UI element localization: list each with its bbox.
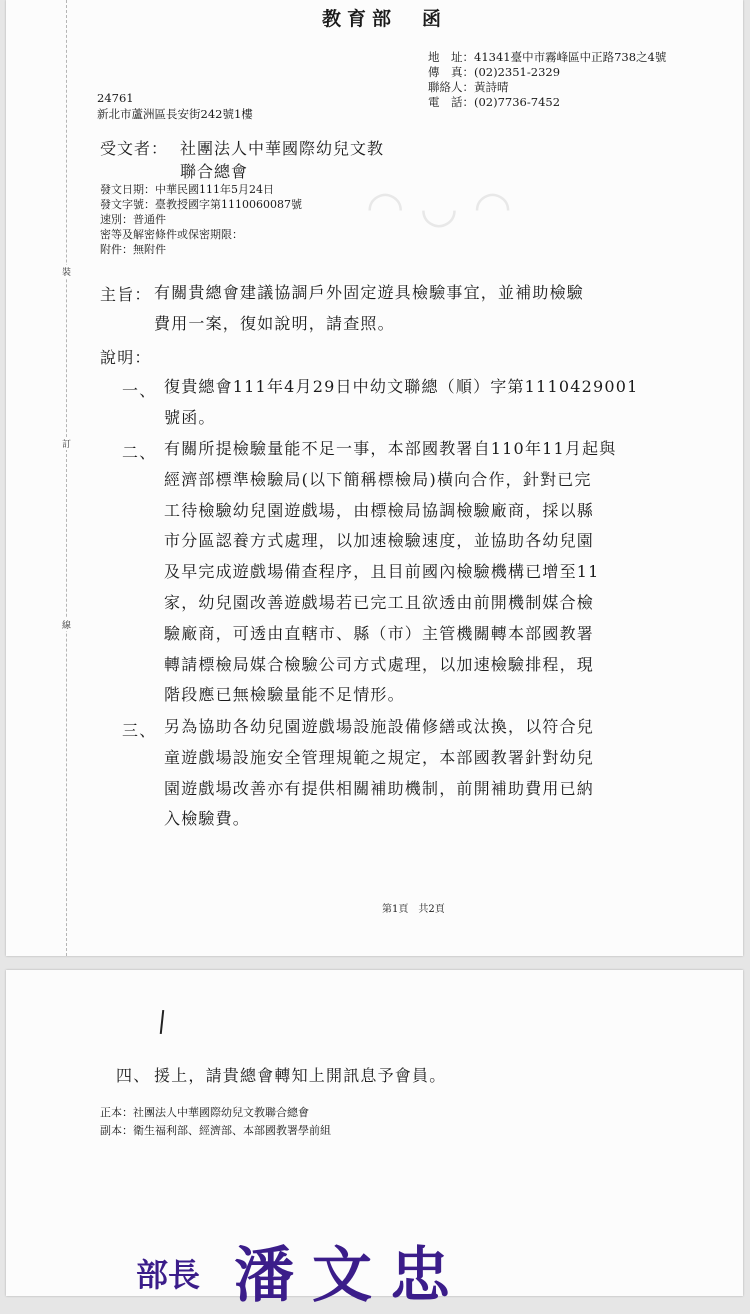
- item-1-text: [164, 372, 638, 434]
- subject-label: 主旨：: [100, 285, 152, 304]
- dispatch-date: 發文日期：中華民國111年5月24日: [100, 183, 274, 196]
- sender-phone: 電 話：(02)7736-7452: [428, 95, 561, 109]
- document-page-1: [6, 0, 743, 956]
- dispatch-number: 發文字號：臺教授國字第1110060087號: [100, 198, 302, 211]
- item-line: 工待檢驗幼兒園遊戲場，由標檢局協調檢驗廠商，採以縣: [164, 500, 595, 520]
- minister-title: 部長: [136, 1256, 201, 1294]
- copy-recipients: 副本：衛生福利部、經濟部、本部國教署學前組: [100, 1124, 331, 1137]
- security-level: 密等及解密條件或保密期限：: [100, 228, 243, 241]
- item-line: 童遊戲場設施安全管理規範之規定，本部國教署針對幼兒: [164, 747, 595, 767]
- item-marker: 四、: [116, 1066, 151, 1085]
- primary-recipient: 正本：社團法人中華國際幼兒文教聯合總會: [100, 1106, 309, 1119]
- item-marker: 二、: [122, 443, 157, 462]
- item-4-text: 援上，請貴總會轉知上開訊息予會員。: [154, 1066, 447, 1085]
- item-line: 復貴總會111年4月29日中幼文聯總（順）字第1110429001: [164, 377, 639, 396]
- recipient-postal-code: 24761: [97, 91, 134, 105]
- page-number: 第1頁 共2頁: [382, 904, 445, 915]
- item-marker: 一、: [122, 381, 157, 400]
- attachments: 附件：無附件: [100, 243, 166, 256]
- item-line: 驗廠商，可透由直轄市、縣（市）主管機關轉本部國教署: [164, 623, 595, 643]
- item-line: 號函。: [164, 407, 216, 427]
- pen-stroke-mark: [160, 1010, 164, 1034]
- item-line: 市分區認養方式處理，以加速檢驗速度，並協助各幼兒園: [164, 531, 595, 551]
- subject-text: [154, 278, 584, 340]
- item-line: 家，幼兒園改善遊戲場若已完工且欲透由前開機制媒合檢: [164, 592, 595, 612]
- item-line: 階段應已無檢驗量能不足情形。: [164, 685, 405, 705]
- binding-line: [66, 0, 67, 956]
- sender-contact: 聯絡人：黃詩晴: [428, 80, 509, 94]
- item-marker: 三、: [122, 721, 157, 740]
- document-page-2: [6, 970, 743, 1311]
- item-line: 另為協助各幼兒園遊戲場設施設備修繕或汰換，以符合兒: [164, 717, 595, 736]
- item-line: 園遊戲場改善亦有提供相關補助機制，前開補助費用已納: [164, 778, 595, 798]
- item-2-text: [164, 434, 617, 711]
- explanation-label: 說明：: [100, 348, 152, 367]
- recipient-label: 受文者：: [100, 139, 169, 158]
- recipient-name-line1: 社團法人中華國際幼兒文教: [180, 139, 385, 158]
- item-line: 及早完成遊戲場備查程序，且目前國內檢驗機構已增至11: [164, 562, 600, 582]
- delivery-speed: 速別：普通件: [100, 213, 166, 226]
- document-title: 教育部 函: [322, 8, 448, 30]
- subject-line: 費用一案，復如說明，請查照。: [154, 313, 395, 333]
- binding-mark: 線: [62, 618, 71, 631]
- binding-mark: 裝: [62, 265, 71, 278]
- dispatch-meta-block: [100, 182, 302, 257]
- item-line: 入檢驗費。: [164, 809, 251, 829]
- sender-address-block: [428, 50, 666, 110]
- minister-seal: 潘文忠: [234, 1241, 468, 1311]
- item-line: 有關所提檢驗量能不足一事，本部國教署自110年11月起與: [164, 439, 617, 458]
- item-line: 經濟部標準檢驗局(以下簡稱標檢局)橫向合作，針對已完: [164, 469, 592, 489]
- subject-line: 有關貴總會建議協調戶外固定遊具檢驗事宜，並補助檢驗: [154, 283, 585, 302]
- item-3-text: [164, 712, 594, 835]
- binding-mark: 訂: [62, 437, 71, 450]
- sender-fax: 傳 真：(02)2351-2329: [428, 65, 561, 79]
- recipient-address: 新北市蘆洲區長安街242號1樓: [97, 107, 253, 121]
- sender-address: 地 址：41341臺中市霧峰區中正路738之4號: [428, 50, 667, 64]
- recipient-name-line2: 聯合總會: [180, 162, 249, 181]
- item-line: 轉請標檢局媒合檢驗公司方式處理，以加速檢驗排程，現: [164, 654, 595, 674]
- background-seal-mark: ◠ ◡ ◠: [366, 182, 512, 233]
